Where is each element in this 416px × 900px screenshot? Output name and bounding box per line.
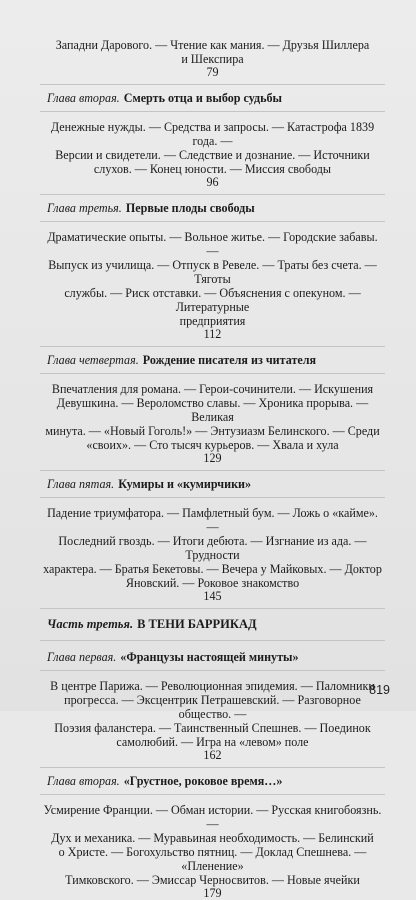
part-title: В ТЕНИ БАРРИКАД: [137, 617, 257, 631]
chapter-title: «Французы настоящей минуты»: [120, 650, 299, 664]
page-ref: 179: [203, 886, 222, 900]
section-summary: [40, 803, 385, 887]
chapter-heading: [47, 353, 385, 367]
divider: [40, 640, 385, 641]
summary-line: минута. — «Новый Гоголь!» — Энтузиазм Белинского. — Среди: [45, 424, 380, 438]
chapter-title: Кумиры и «кумирчики»: [118, 477, 252, 491]
summary-line: Поэзия фаланстера. — Таинственный Спешнев. — Поединок: [54, 721, 371, 735]
toc-section-intro: [40, 38, 385, 78]
summary-line: прогресса. — Эксцентрик Петрашевский. — Разговорное общество. —: [64, 693, 361, 721]
divider: [40, 84, 385, 85]
section-summary: [40, 679, 385, 749]
section-summary: [40, 506, 385, 590]
divider: [40, 670, 385, 671]
summary-line: Впечатления для романа. — Герои-сочинители. — Искушения: [51, 382, 374, 396]
chapter-label: Глава первая.: [47, 650, 117, 664]
toc-column: [40, 38, 385, 899]
section-summary: [40, 38, 385, 66]
chapter-heading: [47, 91, 385, 105]
section-summary: [40, 120, 385, 176]
chapter-title: Первые плоды свободы: [125, 201, 255, 215]
chapter-title: Смерть отца и выбор судьбы: [123, 91, 282, 105]
summary-line: «своих». — Сто тысяч курьеров. — Хвала и хула: [86, 438, 339, 452]
chapter-heading: [47, 201, 385, 215]
summary-line: Драматические опыты. — Вольное житье. — Городские забавы. —: [47, 230, 378, 258]
summary-line: Усмирение Франции. — Обман истории. — Русская книгобоязнь. —: [43, 803, 382, 831]
divider: [40, 767, 385, 768]
chapter-label: Глава вторая.: [47, 774, 120, 788]
summary-line: В центре Парижа. — Революционная эпидемия. — Паломники: [50, 679, 375, 693]
chapter-title: «Грустное, роковое время…»: [123, 774, 283, 788]
chapter-heading: [47, 650, 385, 664]
page-ref: 96: [206, 175, 219, 189]
chapter-label: Глава четвертая.: [47, 353, 139, 367]
summary-line: предприятия: [179, 314, 246, 328]
summary-line: Падение триумфатора. — Памфлетный бум. — Ложь о «кайме». —: [47, 506, 378, 534]
section-summary: [40, 230, 385, 328]
divider: [40, 221, 385, 222]
chapter-label: Глава третья.: [47, 201, 122, 215]
summary-line: о Христе. — Богохульство пятниц. — Доклад Спешнева. — «Пленение»: [58, 845, 367, 873]
chapter-heading: [47, 477, 385, 491]
summary-line: службы. — Риск отставки. — Объяснения с опекуном. — Литературные: [64, 286, 361, 314]
part-label: Часть третья.: [47, 617, 134, 631]
summary-line: Версии и свидетели. — Следствие и дознание. — Источники: [55, 148, 370, 162]
part-heading: [47, 617, 385, 632]
summary-line: Дух и механика. — Муравьиная необходимость. — Белинский: [51, 831, 374, 845]
summary-line: Западни Дарового. — Чтение как мания. — Друзья Шиллера: [55, 38, 370, 52]
divider: [40, 111, 385, 112]
summary-line: характера. — Братья Бекетовы. — Вечера у Майковых. — Доктор: [43, 562, 382, 576]
summary-line: самолюбий. — Игра на «левом» поле: [116, 735, 309, 749]
summary-line: Выпуск из училища. — Отпуск в Ревеле. — Траты без счета. — Тяготы: [48, 258, 377, 286]
summary-line: Денежные нужды. — Средства и запросы. — Катастрофа 1839 года. —: [50, 120, 375, 148]
page-number: 819: [369, 683, 390, 697]
divider: [40, 608, 385, 609]
page-ref: 79: [206, 65, 219, 79]
page-ref: 129: [203, 451, 222, 465]
page-ref: 112: [203, 327, 222, 341]
chapter-title: Рождение писателя из читателя: [142, 353, 317, 367]
summary-line: Тимковского. — Эмиссар Черносвитов. — Новые ячейки: [65, 873, 360, 887]
page-ref: 145: [203, 589, 222, 603]
divider: [40, 470, 385, 471]
divider: [40, 346, 385, 347]
chapter-label: Глава пятая.: [47, 477, 115, 491]
divider: [40, 373, 385, 374]
chapter-heading: [47, 774, 385, 788]
summary-line: Девушкина. — Вероломство славы. — Хроника прорыва. — Великая: [56, 396, 369, 424]
section-summary: [40, 382, 385, 452]
page-ref: 162: [203, 748, 222, 762]
divider: [40, 497, 385, 498]
chapter-label: Глава вторая.: [47, 91, 120, 105]
summary-line: слухов. — Конец юности. — Миссия свободы: [93, 162, 332, 176]
summary-line: Яновский. — Роковое знакомство: [125, 576, 300, 590]
divider: [40, 794, 385, 795]
summary-line: Последний гвоздь. — Итоги дебюта. — Изгнание из ада. — Трудности: [58, 534, 367, 562]
divider: [40, 194, 385, 195]
summary-line: и Шекспира: [181, 52, 244, 66]
